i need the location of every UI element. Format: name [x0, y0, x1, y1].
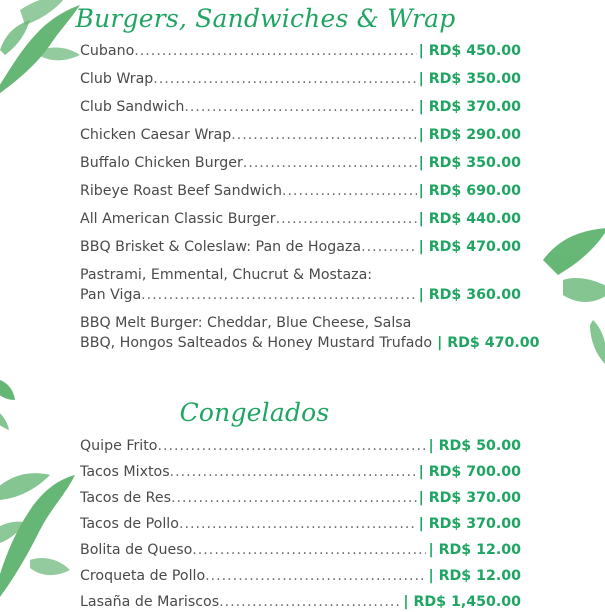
menu-item [80, 514, 521, 534]
dot-leader [179, 514, 417, 534]
dot-leader [158, 436, 427, 456]
item-name: Club Wrap [80, 71, 154, 87]
dot-leader [192, 540, 426, 560]
item-price: | RD$ 360.00 [418, 287, 521, 303]
section-title-burgers: Burgers, Sandwiches & Wrap [75, 4, 456, 33]
item-price: | RD$ 370.00 [418, 490, 521, 506]
item-name: Cubano [80, 43, 135, 59]
menu-item [80, 181, 521, 201]
item-price: | RD$ 12.00 [428, 542, 521, 558]
item-price: | RD$ 690.00 [418, 183, 521, 199]
item-name: Buffalo Chicken Burger [80, 155, 243, 171]
dot-leader [243, 153, 417, 173]
menu-item [80, 153, 521, 173]
item-name: Croqueta de Pollo [80, 568, 206, 584]
dot-leader [134, 41, 416, 61]
dot-leader [171, 488, 417, 508]
menu-item [80, 462, 521, 482]
dot-leader [153, 69, 416, 89]
dot-leader [361, 237, 417, 257]
menu-item [80, 313, 540, 353]
menu-item [80, 566, 521, 586]
item-name: BBQ, Hongos Salteados & Honey Mustard Trufado [80, 335, 433, 351]
dot-leader [205, 566, 426, 586]
item-price: | RD$ 470.00 [437, 335, 540, 351]
item-name-line1: BBQ Melt Burger: Cheddar, Blue Cheese, Salsa [80, 315, 412, 331]
item-price: | RD$ 370.00 [418, 99, 521, 115]
item-price: | RD$ 440.00 [418, 211, 521, 227]
dot-leader [231, 125, 416, 145]
item-name: Lasaña de Mariscos [80, 594, 220, 610]
item-name: Chicken Caesar Wrap [80, 127, 232, 143]
item-price: | RD$ 700.00 [418, 464, 521, 480]
section-title-congelados: Congelados [179, 398, 330, 427]
item-name: Tacos de Res [80, 490, 171, 506]
item-price: | RD$ 290.00 [418, 127, 521, 143]
menu-item [80, 488, 521, 508]
parsley-leaf-icon [0, 450, 80, 610]
menu-item [80, 540, 521, 560]
menu-item [80, 436, 521, 456]
menu-item [80, 592, 521, 612]
item-price: | RD$ 350.00 [418, 155, 521, 171]
item-price: | RD$ 450.00 [418, 43, 521, 59]
item-name: Pan Viga [80, 287, 142, 303]
dot-leader [219, 592, 401, 612]
menu-item [80, 265, 521, 305]
item-name: BBQ Brisket & Coleslaw: Pan de Hogaza [80, 239, 362, 255]
menu-item [80, 125, 521, 145]
dot-leader [170, 462, 417, 482]
item-name: Tacos de Pollo [80, 516, 179, 532]
item-name: Quipe Frito [80, 438, 158, 454]
menu-item [80, 97, 521, 117]
item-name: Bolita de Queso [80, 542, 193, 558]
item-price: | RD$ 470.00 [418, 239, 521, 255]
item-name: Club Sandwich [80, 99, 185, 115]
item-price: | RD$ 50.00 [428, 438, 521, 454]
item-name: Ribeye Roast Beef Sandwich [80, 183, 282, 199]
item-price: | RD$ 12.00 [428, 568, 521, 584]
dot-leader [141, 285, 416, 305]
dot-leader [282, 181, 417, 201]
menu-item [80, 209, 521, 229]
item-name: All American Classic Burger [80, 211, 276, 227]
item-name: Tacos Mixtos [80, 464, 170, 480]
menu-item [80, 41, 521, 61]
dot-leader [184, 97, 416, 117]
menu-item [80, 69, 521, 89]
item-price: | RD$ 350.00 [418, 71, 521, 87]
item-price: | RD$ 370.00 [418, 516, 521, 532]
item-price: | RD$ 1,450.00 [403, 594, 521, 610]
dot-leader [276, 209, 417, 229]
menu-item [80, 237, 521, 257]
item-name-line1: Pastrami, Emmental, Chucrut & Mostaza: [80, 267, 373, 283]
parsley-leaf-icon [538, 220, 605, 370]
